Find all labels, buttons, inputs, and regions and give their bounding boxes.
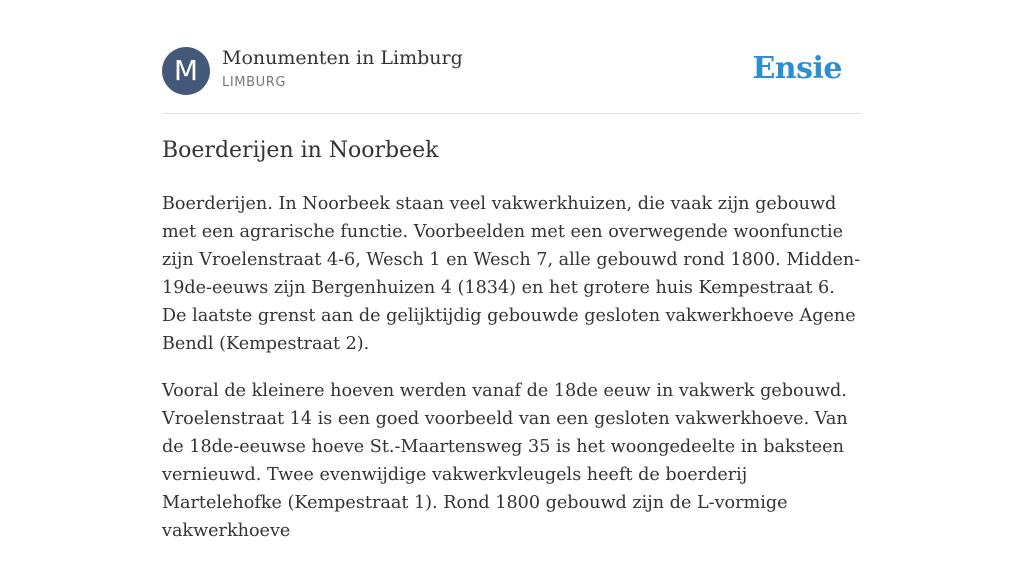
source-header bbox=[162, 47, 862, 95]
article-body bbox=[162, 190, 862, 564]
article-title: Boerderijen in Noorbeek bbox=[162, 138, 439, 163]
article-paragraph: Boerderijen. In Noorbeek staan veel vakwerkhuizen, die vaak zijn gebouwd met een agrarische functie. Voorbeelden met een overwegende woonfunctie zijn Vroelenstraat 4-6, Wesch 1 en Wesch 7, alle gebouwd rond 1800. Midden-19de-eeuws zijn Bergenhuizen 4 (1834) en het grotere huis Kempestraat 6. De laatste grenst aan de gelijktijdig gebouwde gesloten vakwerkhoeve Agene Bendl (Kempestraat 2). bbox=[162, 194, 861, 354]
ensie-logo[interactable]: Ensie bbox=[752, 51, 842, 86]
header-divider bbox=[162, 113, 862, 114]
source-title-link[interactable]: Monumenten in Limburg bbox=[222, 47, 463, 69]
source-avatar[interactable]: M bbox=[162, 47, 210, 95]
article-paragraph: Vooral de kleinere hoeven werden vanaf de 18de eeuw in vakwerk gebouwd. Vroelenstraat 14 is een goed voorbeeld van een gesloten vakwerkhoeve. Van de 18de-eeuwse hoeve St.-Maartensweg 35 is het woongedeelte in baksteen vernieuwd. Twee evenwijdige vakwerkvleugels heeft de boerderij Martelehofke (Kempestraat 1). Rond 1800 gebouwd zijn de L-vormige vakwerkhoeve bbox=[162, 381, 848, 541]
source-category: LIMBURG bbox=[222, 75, 287, 90]
